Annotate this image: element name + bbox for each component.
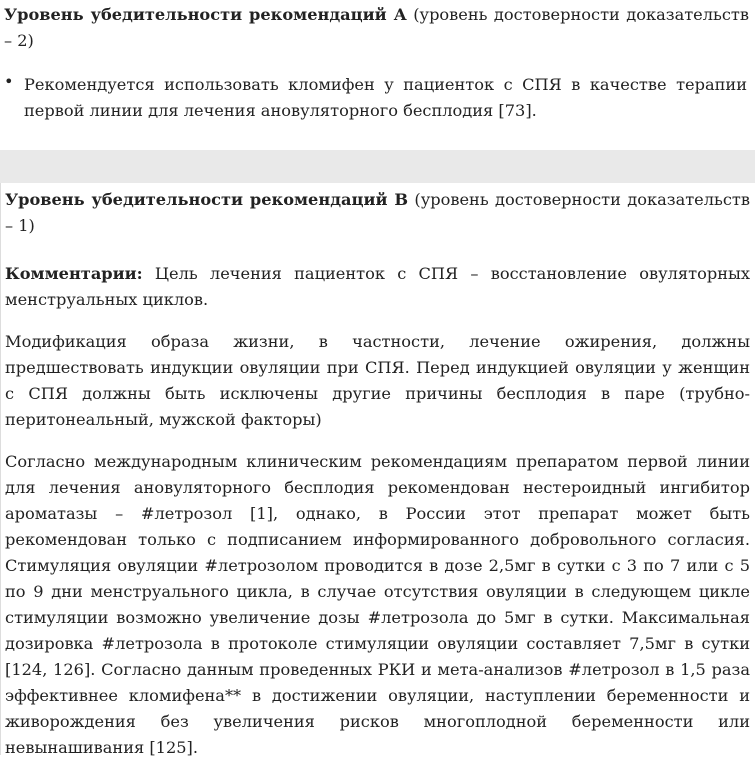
- evidence-level-b: [1, 187, 755, 239]
- section-a: [0, 0, 755, 150]
- section-b: [0, 183, 755, 755]
- page-break-gap: [0, 150, 755, 183]
- evidence-level-b-label: Уровень убедительности рекомендаций В: [5, 190, 409, 209]
- evidence-level-a-detail: (уровень достоверности доказательств – 2): [4, 5, 749, 50]
- comment-label: Комментарии:: [5, 264, 143, 283]
- evidence-level-b-detail: (уровень достоверности доказательств – 1): [5, 190, 750, 235]
- comment-text: Цель лечения пациенток с СПЯ – восстановление овуляторных менструальных циклов.: [5, 264, 750, 309]
- evidence-level-a-label: Уровень убедительности рекомендаций А: [4, 5, 407, 24]
- comment-paragraph: [1, 261, 755, 313]
- paragraph-lifestyle: Модификация образа жизни, в частности, лечение ожирения, должны предшествовать индукции овуляции при СПЯ. Перед индукцией овуляции у женщин с СПЯ должны быть исключены другие причины бесплодия в паре (трубно-перитонеальный, мужской факторы): [5, 332, 750, 429]
- paragraph-letrozole: Согласно международным клиническим рекомендациям препаратом первой линии для лечения ановуляторного бесплодия рекомендован нестероидный ингибитор ароматазы – #летрозол [1], однако, в России этот препарат может быть рекомендован только с подписанием информированного добровольного согласия. Стимуляция овуляции #летрозолом проводится в дозе 2,5мг в сутки с 3 по 7 или с 5 по 9 дни менструального цикла, в случае отсутствия овуляции в следующем цикле стимуляции возможно увеличение дозы #летрозола до 5мг в сутки. Максимальная дозировка #летрозола в протоколе стимуляции овуляции составляет 7,5мг в сутки [124, 126]. Согласно данным проведенных РКИ и мета-анализов #летрозол в 1,5 раза эффективнее кломифена** в достижении овуляции, наступлении беременности и живорождения без увеличения рисков многоплодной беременности или невынашивания [125].: [5, 452, 750, 757]
- bullet-marker: •: [4, 72, 14, 91]
- recommendation-text: Рекомендуется использовать кломифен у пациенток с СПЯ в качестве терапии первой линии для лечения ановуляторного бесплодия [73].: [24, 75, 747, 120]
- evidence-level-a: [0, 2, 755, 54]
